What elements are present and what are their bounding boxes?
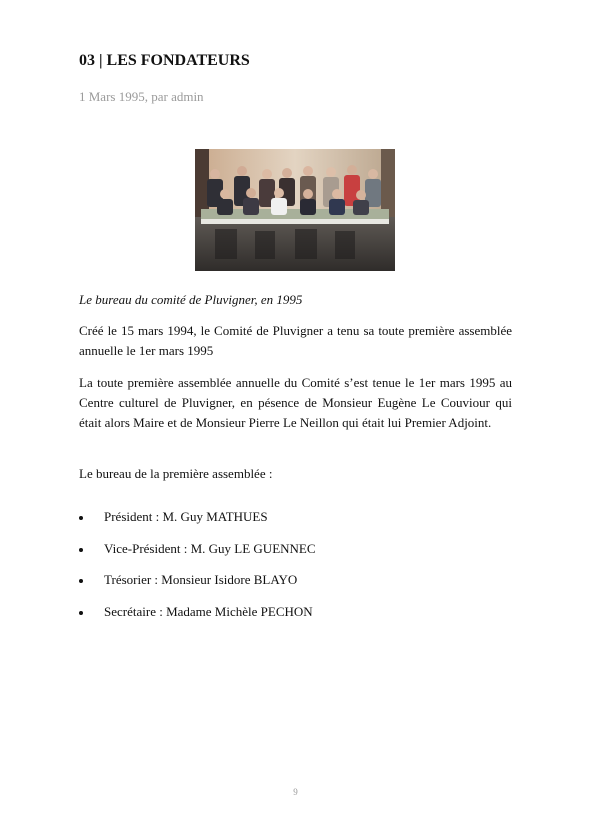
list-item — [79, 540, 316, 572]
list-item — [79, 508, 316, 540]
list-item-text: Président : M. Guy MATHUES — [104, 509, 268, 524]
bullet-icon — [79, 579, 83, 583]
group-photo — [195, 149, 395, 271]
bureau-list — [79, 508, 316, 634]
list-item-text: Trésorier : Monsieur Isidore BLAYO — [104, 572, 298, 587]
page-title: 03 | LES FONDATEURS — [79, 52, 250, 69]
assembly-paragraph: La toute première assemblée annuelle du Comité s’est tenue le 1er mars 1995 au Centre culturel de Pluvigner, en pésence de Monsieur Eugène Le Couviour qui était alors Maire et de Monsieur Pierre Le Neillon qui était lui Premier Adjoint. — [79, 375, 512, 430]
list-item-text: Secrétaire : Madame Michèle PECHON — [104, 603, 313, 619]
post-meta: 1 Mars 1995, par admin — [79, 89, 204, 104]
bullet-icon — [79, 516, 83, 520]
list-item — [79, 571, 316, 603]
photo-caption: Le bureau du comité de Pluvigner, en 1995 — [79, 292, 303, 307]
intro-paragraph: Créé le 15 mars 1994, le Comité de Pluvigner a tenu sa toute première assemblée annuelle le 1er mars 1995 — [79, 323, 512, 358]
bullet-icon — [79, 548, 83, 552]
list-item-text: Vice-Président : M. Guy LE GUENNEC — [104, 540, 316, 556]
list-item — [79, 603, 316, 635]
page-number: 9 — [293, 787, 298, 797]
bullet-icon — [79, 611, 83, 615]
bureau-intro: Le bureau de la première assemblée : — [79, 466, 273, 481]
